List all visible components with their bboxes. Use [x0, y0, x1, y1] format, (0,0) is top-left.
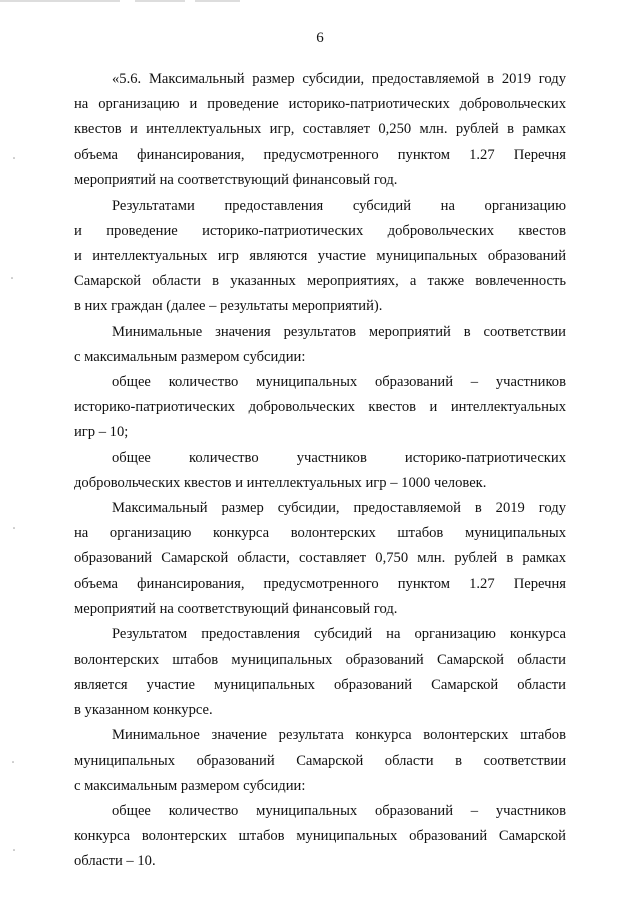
text-line: объема финансирования, предусмотренного пунктом 1.27 Перечня — [74, 576, 566, 592]
text-line: с максимальным размером субсидии: — [74, 349, 306, 365]
text-line: и проведение историко-патриотических добровольческих квестов — [74, 223, 566, 239]
text-line: является участие муниципальных образований Самарской области — [74, 677, 566, 693]
text-line: с максимальным размером субсидии: — [74, 778, 306, 794]
text-line: и интеллектуальных игр являются участие муниципальных образований — [74, 248, 566, 264]
text-line: квестов и интеллектуальных игр, составляет 0,250 млн. рублей в рамках — [74, 121, 566, 137]
text-line: Минимальное значение результата конкурса волонтерских штабов — [112, 727, 566, 743]
text-line: на организацию конкурса волонтерских штабов муниципальных — [74, 525, 566, 541]
text-line: Самарской области в указанных мероприятиях, а также вовлеченность — [74, 273, 566, 289]
text-line: объема финансирования, предусмотренного пунктом 1.27 Перечня — [74, 147, 566, 163]
text-line: игр – 10; — [74, 424, 129, 440]
text-line: волонтерских штабов муниципальных образований Самарской области — [74, 652, 566, 668]
text-line: общее количество муниципальных образований – участников — [112, 803, 566, 819]
text-line: муниципальных образований Самарской области в соответствии — [74, 753, 566, 769]
text-line: конкурса волонтерских штабов муниципальных образований Самарской — [74, 828, 566, 844]
text-line: общее количество муниципальных образований – участников — [112, 374, 566, 390]
text-line: в указанном конкурсе. — [74, 702, 213, 718]
text-line: историко-патриотических добровольческих квестов и интеллектуальных — [74, 399, 566, 415]
text-line: Результатами предоставления субсидий на организацию — [112, 198, 566, 214]
text-line: Максимальный размер субсидии, предоставляемой в 2019 году — [112, 500, 566, 516]
page-number: 6 — [316, 30, 324, 46]
text-line: мероприятий на соответствующий финансовый год. — [74, 601, 398, 617]
text-line: добровольческих квестов и интеллектуальных игр – 1000 человек. — [74, 475, 487, 491]
text-line: Результатом предоставления субсидий на организацию конкурса — [112, 626, 566, 642]
text-line: мероприятий на соответствующий финансовый год. — [74, 172, 398, 188]
text-line: области – 10. — [74, 853, 156, 869]
text-line: на организацию и проведение историко-патриотических добровольческих — [74, 96, 566, 112]
text-line: образований Самарской области, составляет 0,750 млн. рублей в рамках — [74, 550, 566, 566]
text-line: общее количество участников историко-патриотических — [112, 450, 566, 466]
text-line: Минимальные значения результатов мероприятий в соответствии — [112, 324, 566, 340]
text-line: «5.6. Максимальный размер субсидии, предоставляемой в 2019 году — [112, 71, 566, 87]
text-line: в них граждан (далее – результаты мероприятий). — [74, 298, 383, 314]
